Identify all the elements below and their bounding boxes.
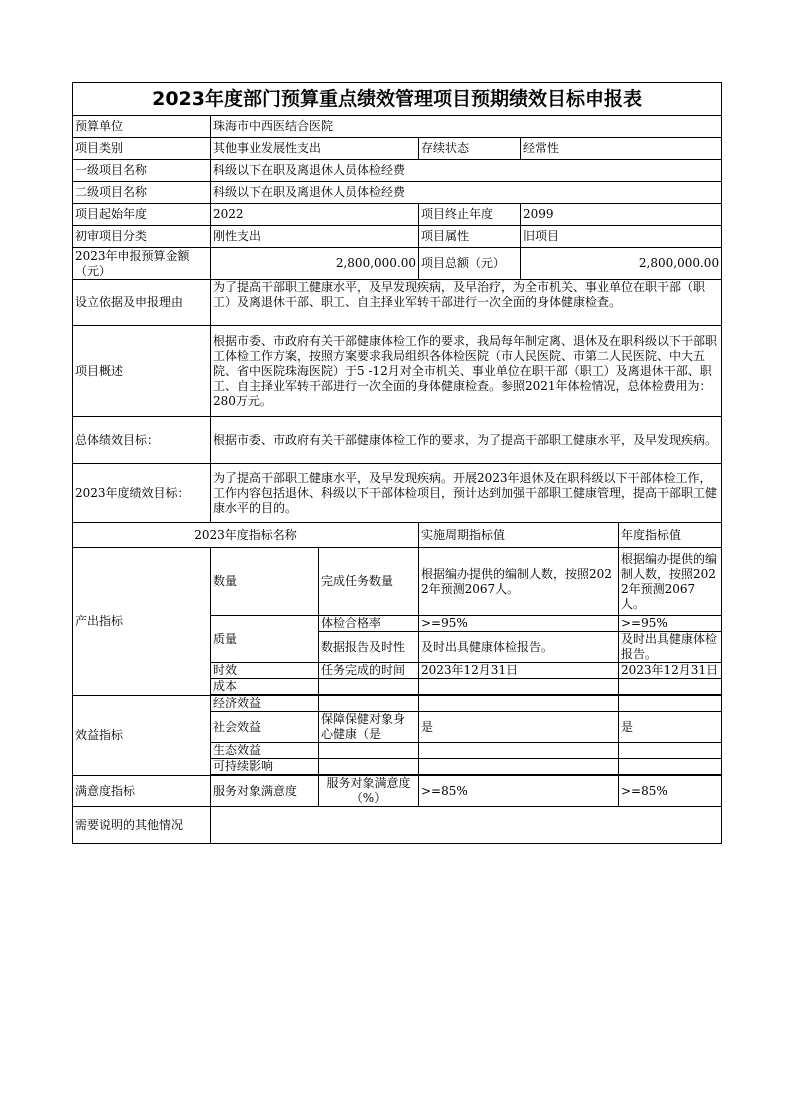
overview-label: 项目概述 — [73, 326, 211, 417]
timeliness-label: 时效 — [211, 663, 319, 679]
overall-goal-label: 总体绩效目标： — [73, 417, 211, 464]
level1-name-value: 科级以下在职及离退休人员体检经费 — [211, 160, 722, 182]
cost-label: 成本 — [211, 679, 319, 695]
project-attr-value: 旧项目 — [521, 226, 722, 248]
satisfaction-period-value: >=85% — [419, 776, 619, 807]
social-label: 社会效益 — [211, 712, 319, 743]
performance-goal-table — [72, 82, 722, 844]
total-amount-label: 项目总额（元） — [419, 248, 521, 280]
annual-value-header: 年度指标值 — [619, 523, 722, 548]
cost-period-empty — [419, 679, 619, 695]
cost-sub-empty — [319, 679, 419, 695]
economic-annual-empty — [619, 696, 722, 712]
time-period-value: 2023年12月31日 — [419, 663, 619, 679]
project-attr-label: 项目属性 — [419, 226, 521, 248]
other-notes-value — [211, 807, 722, 844]
level1-name-label: 一级项目名称 — [73, 160, 211, 182]
report-annual-value: 及时出具健康体检报告。 — [619, 632, 722, 663]
budget-amount-label: 2023年申报预算金额（元） — [73, 248, 211, 280]
annual-goal-label: 2023年度绩效目标： — [73, 464, 211, 523]
quantity-label: 数量 — [211, 548, 319, 616]
period-value-header: 实施周期指标值 — [419, 523, 619, 548]
economic-label: 经济效益 — [211, 696, 319, 712]
sustainable-sub-empty — [319, 759, 419, 775]
service-satisfaction-sub: 服务对象满意度（%） — [319, 776, 419, 807]
review-class-label: 初审项目分类 — [73, 226, 211, 248]
social-sub-cell — [319, 712, 419, 743]
level2-name-label: 二级项目名称 — [73, 182, 211, 204]
completion-time-label: 任务完成的时间 — [319, 663, 419, 679]
basis-value: 为了提高干部职工健康水平，及早发现疾病，及早治疗，为全市机关、事业单位在职干部（职工）及离退休干部、职工、自主择业军转干部进行一次全面的身体健康检查。 — [213, 280, 706, 309]
basis-cell — [211, 280, 722, 326]
task-completion-label: 完成任务数量 — [319, 548, 419, 616]
continuation-status-label: 存续状态 — [419, 138, 521, 160]
page-title: 2023年度部门预算重点绩效管理项目预期绩效目标申报表 — [73, 83, 722, 116]
project-category-value: 其他事业发展性支出 — [211, 138, 419, 160]
start-year-value: 2022 — [211, 204, 419, 226]
pass-annual-value: >=95% — [619, 616, 722, 632]
budget-unit-value: 珠海市中西医结合医院 — [211, 116, 722, 138]
cost-annual-empty — [619, 679, 722, 695]
total-amount-value: 2,800,000.00 — [521, 248, 722, 280]
economic-period-empty — [419, 696, 619, 712]
end-year-value: 2099 — [521, 204, 722, 226]
report-timely-label: 数据报告及时性 — [319, 632, 419, 663]
social-period-value: 是 — [419, 712, 619, 743]
service-satisfaction-label: 服务对象满意度 — [211, 776, 319, 807]
overview-value: 根据市委、市政府有关干部健康体检工作的要求，我局每年制定离、退休及在职科级以下干部职工体检工作方案，按照方案要求我局组织各体检医院（市人民医院、市第二人民医院、中大五院、省中医院珠海医院）于5 -12月对全市机关、事业单位在职干部（职工）及离退休干部、职工、自主择业军转干部进行一次全面的身体健康检查。参照2021年体检情况，总体检费用为：280万元。 — [211, 326, 722, 417]
annual-goal-value: 为了提高干部职工健康水平，及早发现疾病。开展2023年退休及在职科级以下干部体检工作，工作内容包括退休、科级以下干部体检项目，预计达到加强干部职工健康管理，提高干部职工健康水平的目的。 — [211, 464, 722, 523]
review-class-value: 刚性支出 — [211, 226, 419, 248]
ecological-period-empty — [419, 743, 619, 759]
pass-rate-label: 体检合格率 — [319, 616, 419, 632]
continuation-status-value: 经常性 — [521, 138, 722, 160]
task-annual-value: 根据编办提供的编制人数，按照2022年预测2067人。 — [619, 548, 722, 616]
ecological-label: 生态效益 — [211, 743, 319, 759]
output-indicator-label: 产出指标 — [73, 548, 211, 696]
quality-label: 质量 — [211, 616, 319, 663]
social-annual-value: 是 — [619, 712, 722, 743]
ecological-sub-empty — [319, 743, 419, 759]
satisfaction-annual-value: >=85% — [619, 776, 722, 807]
budget-unit-label: 预算单位 — [73, 116, 211, 138]
economic-sub-empty — [319, 696, 419, 712]
level2-name-value: 科级以下在职及离退休人员体检经费 — [211, 182, 722, 204]
time-annual-value: 2023年12月31日 — [619, 663, 722, 679]
overall-goal-value: 根据市委、市政府有关干部健康体检工作的要求，为了提高干部职工健康水平，及早发现疾病。 — [211, 417, 722, 464]
project-category-label: 项目类别 — [73, 138, 211, 160]
ecological-annual-empty — [619, 743, 722, 759]
start-year-label: 项目起始年度 — [73, 204, 211, 226]
other-notes-label: 需要说明的其他情况 — [73, 807, 211, 844]
budget-amount-value: 2,800,000.00 — [211, 248, 419, 280]
pass-period-value: >=95% — [419, 616, 619, 632]
satisfaction-indicator-label: 满意度指标 — [73, 776, 211, 807]
benefit-indicator-label: 效益指标 — [73, 696, 211, 776]
report-period-value: 及时出具健康体检报告。 — [419, 632, 619, 663]
task-period-value: 根据编办提供的编制人数，按照2022年预测2067人。 — [419, 548, 619, 616]
sustainable-period-empty — [419, 759, 619, 775]
social-sub-label: 保障保健对象身心健康（是 — [321, 712, 406, 741]
end-year-label: 项目终止年度 — [419, 204, 521, 226]
indicator-name-header: 2023年度指标名称 — [73, 523, 419, 548]
sustainable-label: 可持续影响 — [211, 759, 319, 775]
sustainable-annual-empty — [619, 759, 722, 775]
basis-label: 设立依据及申报理由 — [73, 280, 211, 326]
